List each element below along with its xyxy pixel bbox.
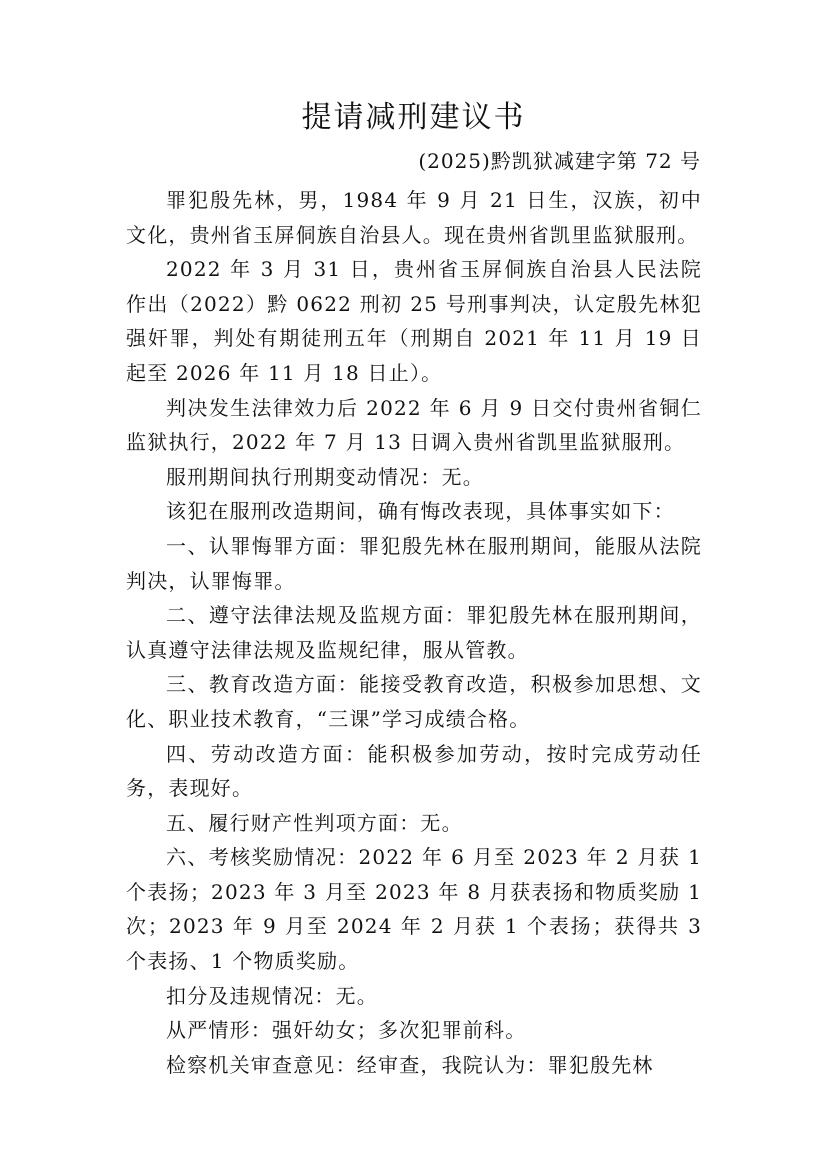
paragraph-repentance-intro: 该犯在服刑改造期间，确有悔改表现，具体事实如下： (166, 499, 675, 524)
paragraph-education: 三、教育改造方面：能接受教育改造，积极参加思想、文化、职业技术教育，“三课”学习成绩合格。 (126, 672, 702, 731)
paragraph-criminal-info: 罪犯殷先林，男，1984 年 9 月 21 日生，汉族，初中文化，贵州省玉屏侗族自治县人。现在贵州省凯里监狱服刑。 (126, 188, 702, 247)
document-title: 提请减刑建议书 (301, 100, 526, 135)
paragraph-rewards: 六、考核奖励情况：2022 年 6 月至 2023 年 2 月获 1 个表扬；2023 年 3 月至 2023 年 8 月获表扬和物质奖励 1 次；2023 年 9 月至 2024 年 2 月获 1 个表扬；获得共 3 个表扬、1 个物质奖励。 (126, 845, 702, 974)
paragraph-violations: 扣分及违规情况：无。 (166, 983, 378, 1008)
paragraph-transfer: 判决发生法律效力后 2022 年 6 月 9 日交付贵州省铜仁监狱执行，2022 年 7 月 13 日调入贵州省凯里监狱服刑。 (126, 395, 702, 455)
paragraph-labor: 四、劳动改造方面：能积极参加劳动，按时完成劳动任务，表现好。 (126, 741, 702, 801)
paragraph-rule-compliance: 二、遵守法律法规及监规方面：罪犯殷先林在服刑期间，认真遵守法律法规及监规纪律，服从管教。 (126, 603, 702, 662)
paragraph-sentence-change: 服刑期间执行刑期变动情况：无。 (166, 464, 484, 489)
paragraph-admission: 一、认罪悔罪方面：罪犯殷先林在服刑期间，能服从法院判决，认罪悔罪。 (126, 533, 702, 593)
document-body (126, 183, 702, 1082)
paragraph-procuratorate-opinion: 检察机关审查意见：经审查，我院认为：罪犯殷先林 (166, 1052, 654, 1077)
paragraph-judgment: 2022 年 3 月 31 日，贵州省玉屏侗族自治县人民法院作出（2022）黔 0622 刑初 25 号刑事判决，认定殷先林犯强奸罪，判处有期徒刑五年（刑期自 2021 年 11 月 19 日起至 2026 年 11 月 18 日止）。 (126, 257, 702, 385)
paragraph-property: 五、履行财产性判项方面：无。 (166, 810, 463, 835)
paragraph-strict-circumstances: 从严情形：强奸幼女；多次犯罪前科。 (166, 1018, 527, 1043)
document-number: (2025)黔凯狱减建字第 72 号 (418, 149, 701, 173)
